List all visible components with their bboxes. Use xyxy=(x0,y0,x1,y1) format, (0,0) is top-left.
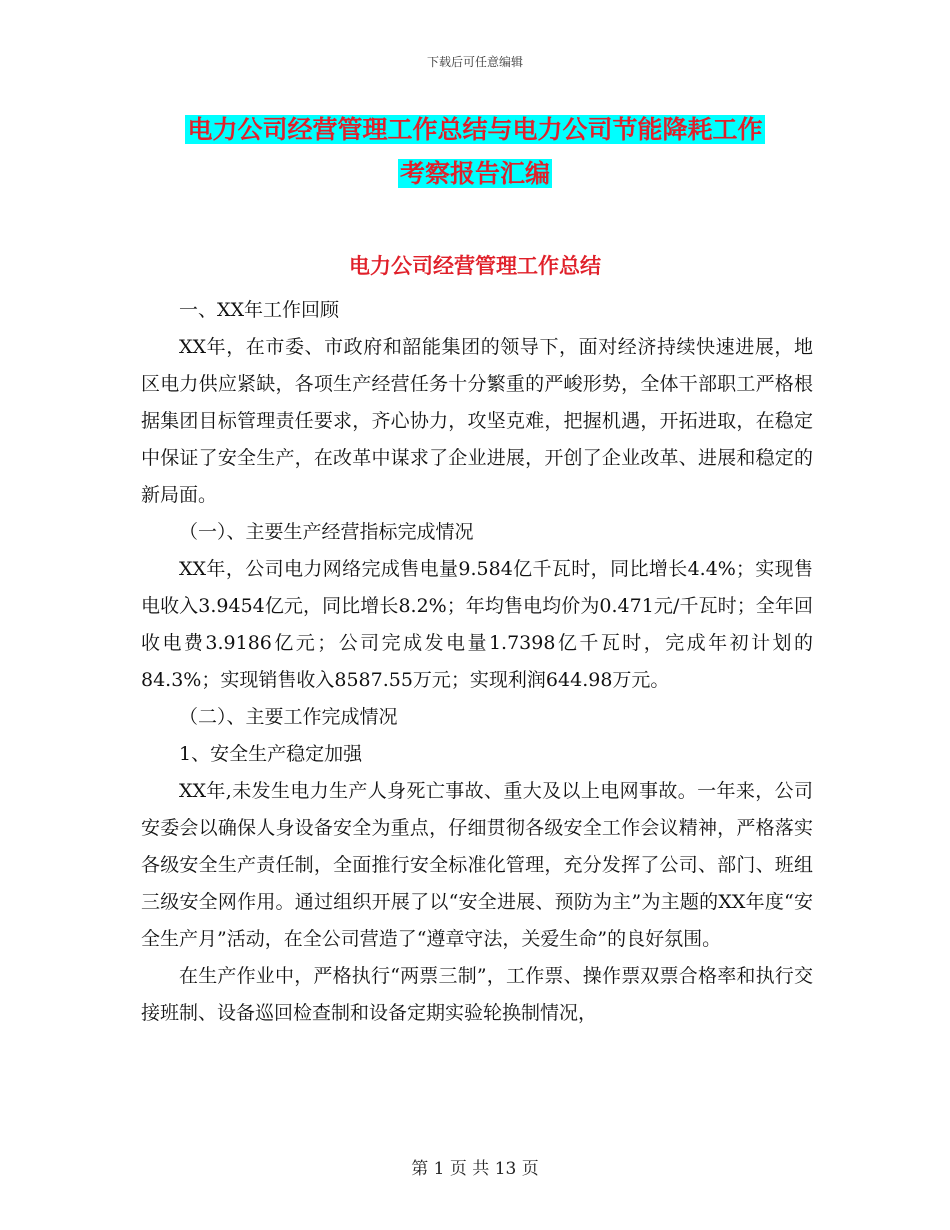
paragraph: 在生产作业中，严格执行“两票三制”，工作票、操作票双票合格率和执行交接班制、设备巡回检查制和设备定期实验轮换制情况， xyxy=(141,965,813,1024)
paragraph: XX年，公司电力网络完成售电量9.584亿千瓦时，同比增长4.4%；实现售电收入3.9454亿元，同比增长8.2%；年均售电均价为0.471元/千瓦时；全年回收电费3.9186亿元；公司完成发电量1.7398亿千瓦时，完成年初计划的84.3%；实现销售收入8587.55万元；实现利润644.98万元。 xyxy=(141,558,813,691)
paragraph: XX年，在市委、市政府和韶能集团的领导下，面对经济持续快速进展，地区电力供应紧缺，各项生产经营任务十分繁重的严峻形势，全体干部职工严格根据集团目标管理责任要求，齐心协力，攻坚克难，把握机遇，开拓进取，在稳定中保证了安全生产，在改革中谋求了企业进展，开创了企业改革、进展和稳定的新局面。 xyxy=(141,336,813,506)
title-highlight: 考察报告汇编 xyxy=(399,159,550,188)
heading-work-review: 一、XX年工作回顾 xyxy=(179,299,340,321)
title-highlight: 电力公司经营管理工作总结与电力公司节能降耗工作 xyxy=(187,115,763,144)
subheading-main-work: （二）、主要工作完成情况 xyxy=(179,706,398,728)
subheading-safety: 1、安全生产稳定加强 xyxy=(179,743,363,765)
document-body xyxy=(141,292,813,1032)
document-title-line-1 xyxy=(0,114,950,146)
page-footer: 第 1 页 共 13 页 xyxy=(411,1159,539,1179)
header-note: 下载后可任意编辑 xyxy=(426,55,523,69)
document-title-line-2 xyxy=(0,158,950,190)
paragraph: XX年,未发生电力生产人身死亡事故、重大及以上电网事故。一年来，公司安委会以确保人身设备安全为重点，仔细贯彻各级安全工作会议精神，严格落实各级安全生产责任制，全面推行安全标准化管理，充分发挥了公司、部门、班组三级安全网作用。通过组织开展了以“安全进展、预防为主”为主题的XX年度“安全生产月”活动，在全公司营造了“遵章守法，关爱生命”的良好氛围。 xyxy=(141,780,813,950)
subheading-indicators: （一）、主要生产经营指标完成情况 xyxy=(179,521,474,543)
section-title: 电力公司经营管理工作总结 xyxy=(349,254,601,278)
